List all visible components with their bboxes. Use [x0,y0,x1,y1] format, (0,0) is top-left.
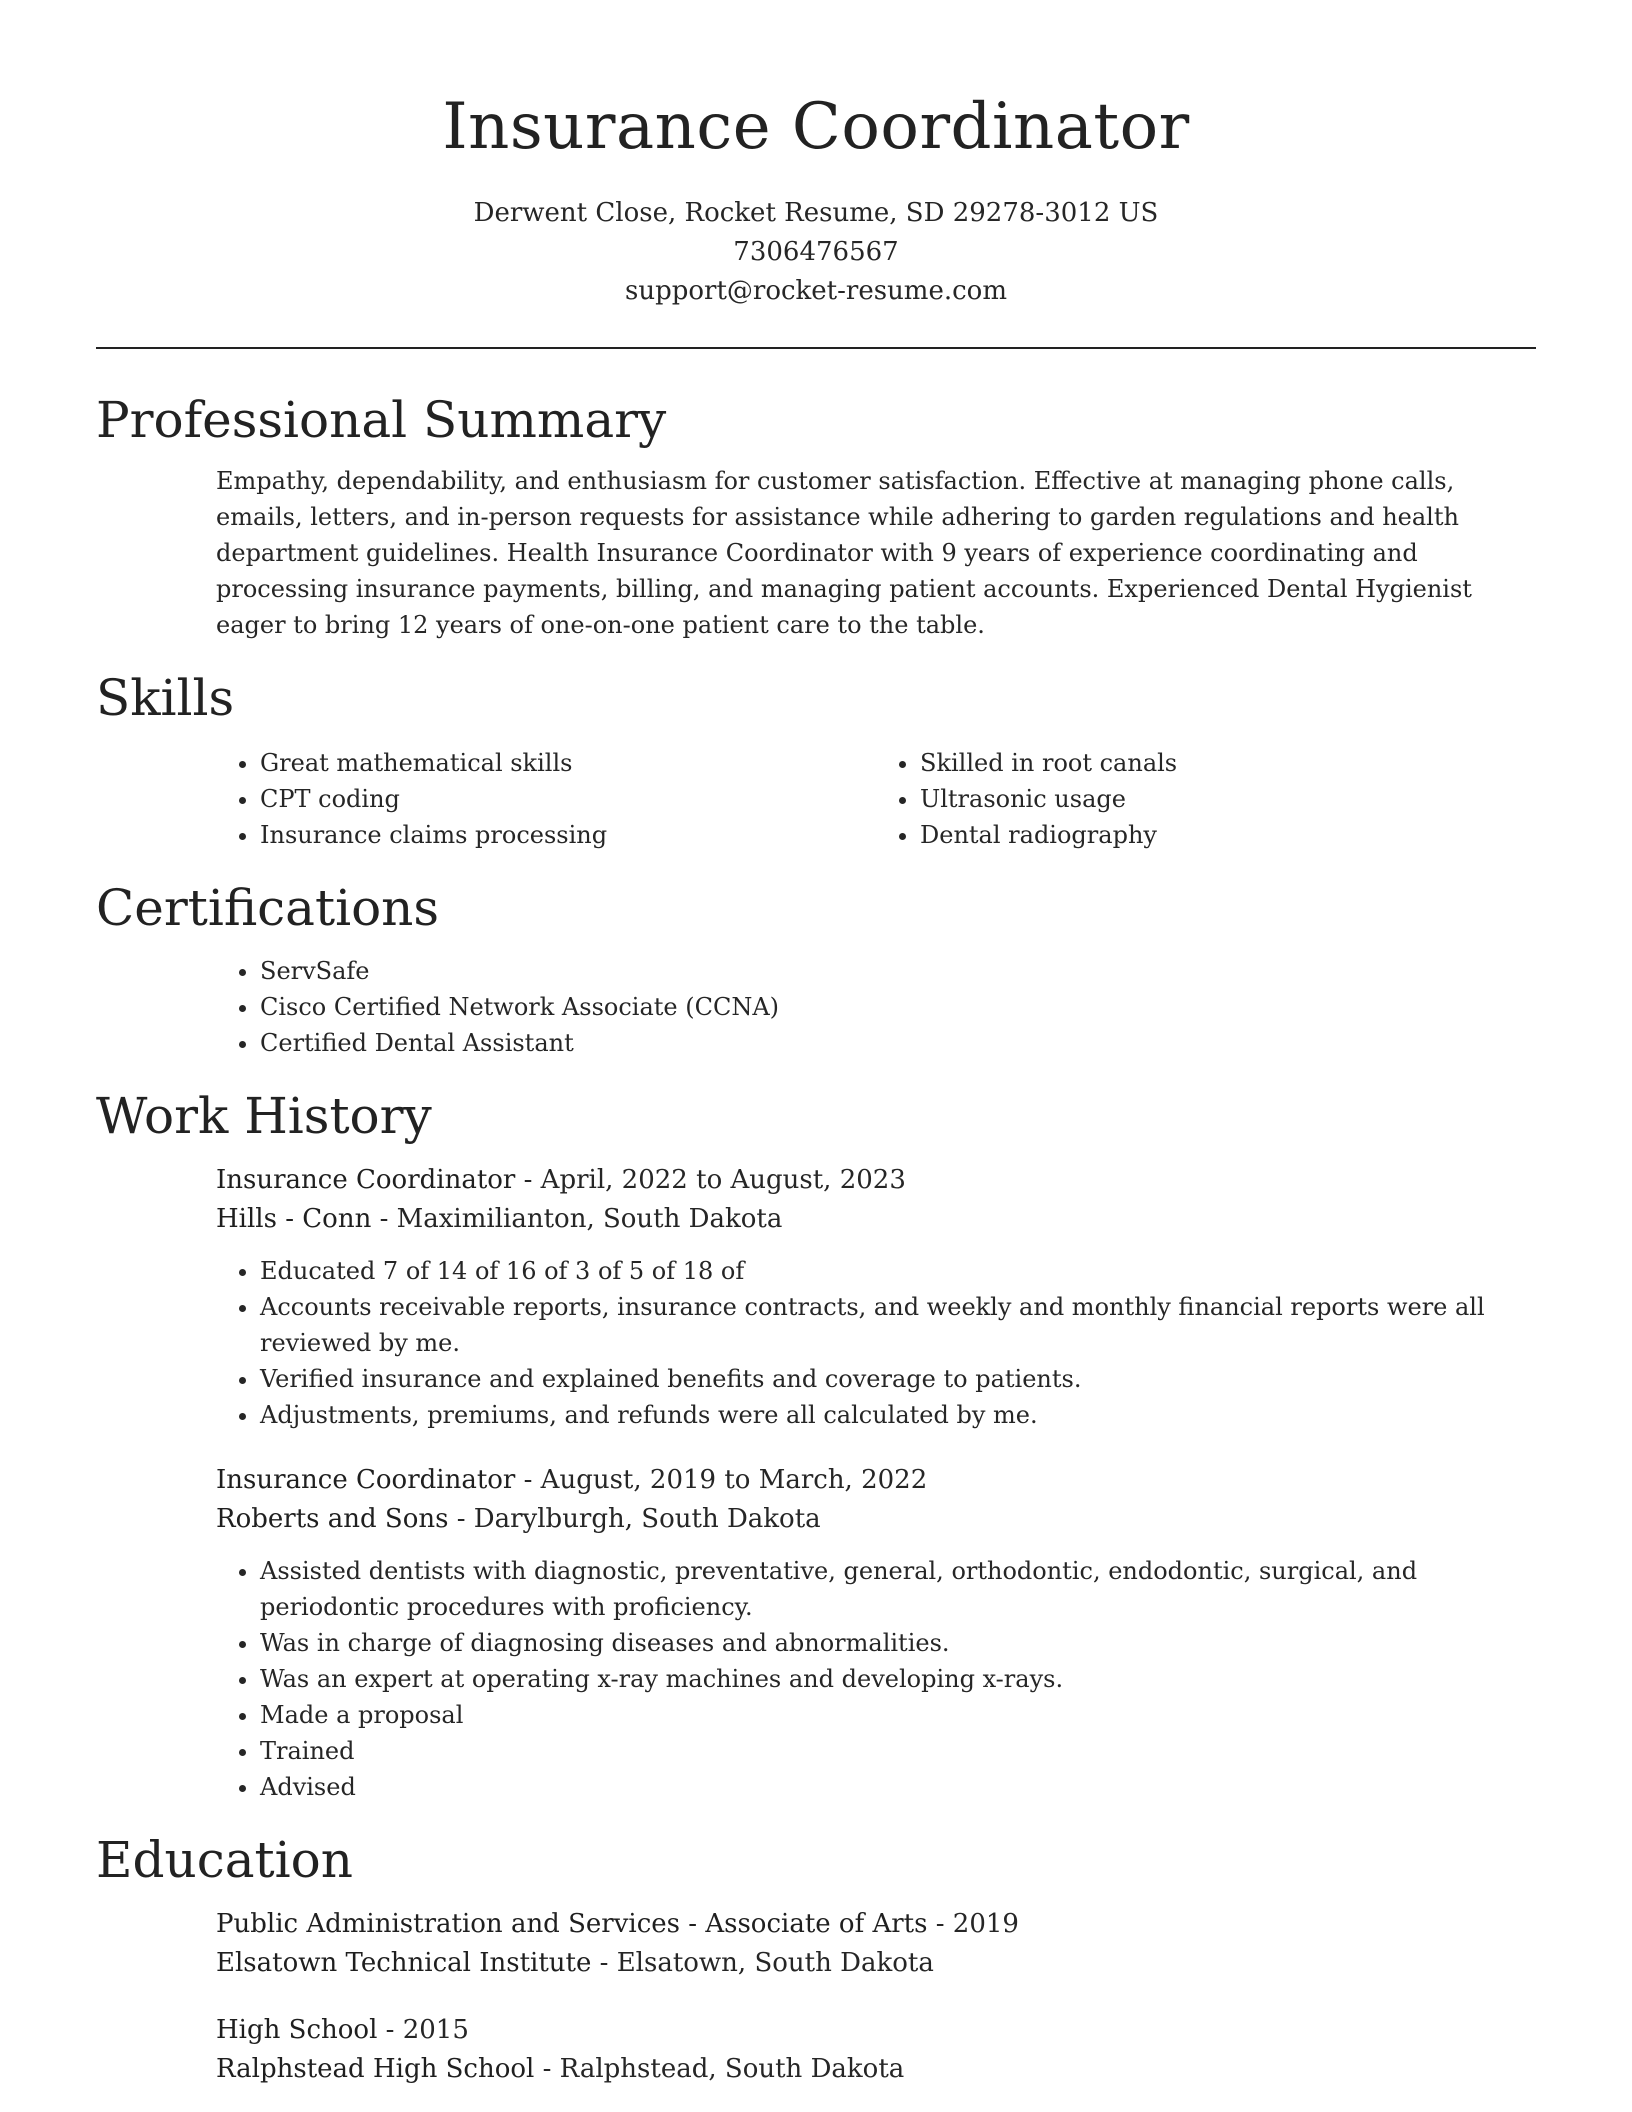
skill-item: • Ultrasonic usage [920,781,1536,817]
school-location: - Elsatown, South Dakota [591,1948,934,1978]
education-entry [96,1905,1536,1983]
certifications-list [96,953,1536,1061]
job-entry [96,1161,1536,1239]
work-history-heading: Work History [96,1087,432,1145]
job-title-line [216,1461,1536,1500]
degree: High School [216,2015,378,2045]
job-bullet: • Accounts receivable reports, insurance contracts, and weekly and monthly financial reports were all reviewed by me. [260,1289,1536,1361]
skill-item: • CPT coding [260,781,876,817]
header-divider [96,347,1536,349]
job-dates: - August, 2019 to March, 2022 [515,1465,928,1495]
job-company: Hills - Conn [216,1204,372,1234]
job-entry [96,1461,1536,1539]
education-entry [96,2011,1536,2089]
job-bullet: • Advised [260,1769,1536,1805]
certification-item: • Certified Dental Assistant [260,1025,1536,1061]
skills-grid [96,745,1536,853]
degree-line [216,2011,1536,2050]
school-line [216,2050,1536,2089]
degree: Public Administration and Services - Associate of Arts [216,1909,928,1939]
job-bullet: • Verified insurance and explained benefits and coverage to patients. [260,1361,1536,1397]
skill-item: • Skilled in root canals [920,745,1536,781]
contact-info [96,194,1536,311]
skill-item: • Dental radiography [920,817,1536,853]
certification-item: • Cisco Certified Network Associate (CCNA) [260,989,1536,1025]
school-name: Elsatown Technical Institute [216,1948,592,1978]
job-bullet: • Trained [260,1733,1536,1769]
work-history-section [96,1085,1536,1805]
job-company: Roberts and Sons [216,1504,449,1534]
job-location: - Maximilianton, South Dakota [371,1204,783,1234]
job-title-line [216,1161,1536,1200]
job-bullets [96,1253,1536,1433]
summary-text: Empathy, dependability, and enthusiasm for customer satisfaction. Effective at managing phone calls, emails, letters, and in-person requests for assistance while adhering to garden regulations and health department guidelines. Health Insurance Coordinator with 9 years of experience coordinating and processing insurance payments, billing, and managing patient accounts. Experienced Dental Hygienist eager to bring 12 years of one-on-one patient care to the table. [216,467,1472,639]
job-bullet: • Was an expert at operating x-ray machines and developing x-rays. [260,1661,1536,1697]
skill-item: • Great mathematical skills [260,745,876,781]
education-section [96,1829,1536,2089]
job-bullet: • Assisted dentists with diagnostic, preventative, general, orthodontic, endodontic, surgical, and periodontic procedures with proficiency. [260,1553,1536,1625]
job-bullet: • Was in charge of diagnosing diseases and abnormalities. [260,1625,1536,1661]
job-company-line [216,1200,1536,1239]
email: support@rocket-resume.com [624,276,1007,306]
job-bullet: • Educated 7 of 14 of 16 of 3 of 5 of 18 of [260,1253,1536,1289]
job-bullet: • Adjustments, premiums, and refunds were all calculated by me. [260,1397,1536,1433]
skills-list-left [96,745,876,853]
skills-heading: Skills [96,669,235,727]
job-bullets [96,1553,1536,1805]
school-location: - Ralphstead, South Dakota [534,2054,905,2084]
education-heading: Education [96,1831,353,1889]
degree-line [216,1905,1536,1944]
job-bullet: • Made a proposal [260,1697,1536,1733]
graduation-year: - 2019 [927,1909,1019,1939]
school-name: Ralphstead High School [216,2054,535,2084]
summary-heading: Professional Summary [96,391,667,449]
certifications-heading: Certifications [96,879,440,937]
job-company-line [216,1500,1536,1539]
skill-item: • Insurance claims processing [260,817,876,853]
school-line [216,1944,1536,1983]
graduation-year: - 2015 [377,2015,469,2045]
skills-section [96,667,1536,853]
job-dates: - April, 2022 to August, 2023 [515,1165,906,1195]
resume-header [96,0,1536,311]
certifications-section [96,877,1536,1061]
job-title: Insurance Coordinator [216,1465,516,1495]
job-location: - Darylburgh, South Dakota [448,1504,821,1534]
certification-item: • ServSafe [260,953,1536,989]
address: Derwent Close, Rocket Resume, SD 29278-3012 US [473,198,1159,228]
summary-section [96,389,1536,643]
candidate-name: Insurance Coordinator [442,90,1190,164]
skills-list-right [876,745,1536,853]
phone: 7306476567 [733,237,899,267]
job-title: Insurance Coordinator [216,1165,516,1195]
